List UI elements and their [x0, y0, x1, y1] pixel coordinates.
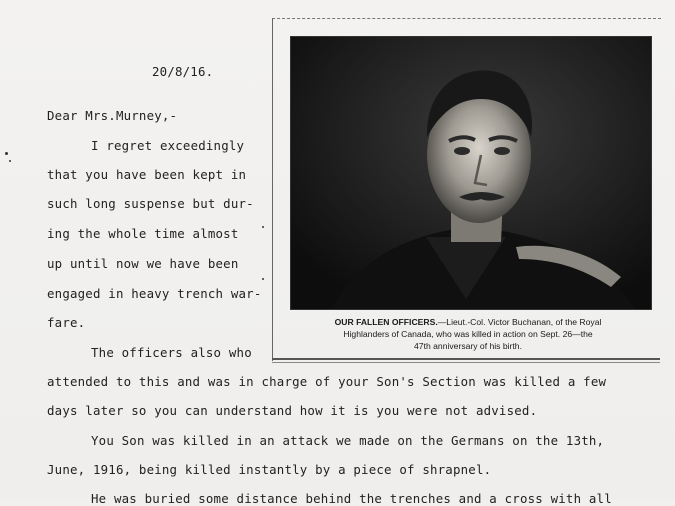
clipping-rule: [272, 358, 660, 360]
letter-line: June, 1916, being killed instantly by a piece of shrapnel.: [47, 462, 492, 477]
clipping-caption: [282, 316, 654, 352]
letter-salutation: Dear Mrs.Murney,-: [47, 108, 178, 123]
letter-line: that you have been kept in: [47, 167, 247, 182]
caption-heading: OUR FALLEN OFFICERS.: [334, 317, 438, 327]
clipping-rule: [272, 362, 660, 363]
letter-line: attended to this and was in charge of your Son's Section was killed a few: [47, 374, 607, 389]
letter-line: You Son was killed in an attack we made on the Germans on the 13th,: [91, 433, 605, 448]
letter-line: I regret exceedingly: [91, 138, 245, 153]
scan-speck: [262, 278, 264, 280]
caption-text: Highlanders of Canada, who was killed in action on Sept. 26—the: [343, 329, 593, 339]
scan-speck: [5, 152, 8, 155]
officer-portrait-icon: [291, 37, 651, 309]
caption-text: 47th anniversary of his birth.: [414, 341, 522, 351]
letter-line: The officers also who: [91, 345, 252, 360]
scan-speck: [9, 160, 11, 162]
letter-line: engaged in heavy trench war-: [47, 286, 262, 301]
scan-speck: [262, 226, 264, 228]
letter-line: such long suspense but dur-: [47, 196, 254, 211]
caption-text: —Lieut.-Col. Victor Buchanan, of the Royal: [437, 317, 602, 327]
officer-portrait-photo: [290, 36, 652, 310]
letter-line: days later so you can understand how it is you were not advised.: [47, 403, 538, 418]
letter-line: He was buried some distance behind the trenches and a cross with all: [91, 491, 612, 506]
letter-line: fare.: [47, 315, 86, 330]
letter-date: 20/8/16.: [152, 64, 214, 79]
letter-line: ing the whole time almost: [47, 226, 239, 241]
letter-line: up until now we have been: [47, 256, 239, 271]
